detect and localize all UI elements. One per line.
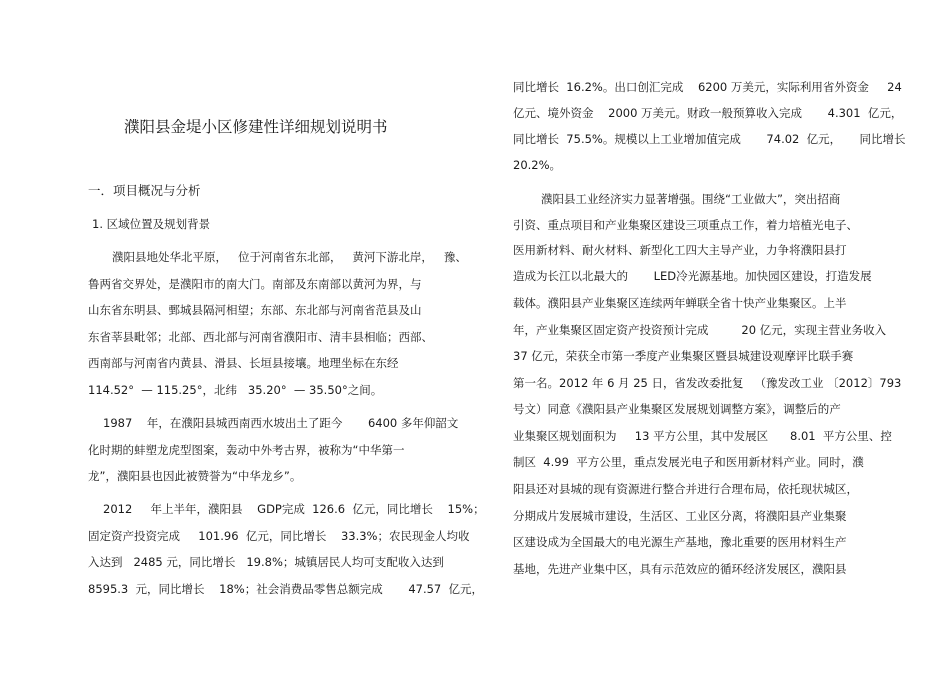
section-heading: 一．项目概况与分析 [88,183,201,198]
text-line: 化时期的蚌塑龙虎型图案，轰动中外考古界，被称为“中华第一 [88,443,405,457]
text-line: 制区 4.99 平方公里，重点发展光电子和医用新材料产业。同时，濮 [513,455,864,469]
text-line: 西南部与河南省内黄县、滑县、长垣县接壤。地理坐标在东经 [88,356,399,370]
text-line: 年，产业集聚区固定资产投资预计完成 20 亿元，实现主营业务收入 [513,323,887,337]
text-line: 基地，先进产业集中区，具有示范效应的循环经济发展区，濮阳县 [513,562,847,576]
text-line: 号文）同意《濮阳县产业集聚区发展规划调整方案》，调整后的产 [513,402,841,416]
text-line: 固定资产投资完成 101.96 亿元，同比增长 33.3%；农民现金人均收 [88,529,470,543]
text-line: 载体。濮阳县产业集聚区连续两年蝉联全省十快产业集聚区。上半 [513,296,847,310]
text-line: 阳县还对县城的现有资源进行整合并进行合理布局，依托现状城区， [513,482,858,496]
text-line: 龙”，濮阳县也因此被赞誉为“中华龙乡”。 [88,469,302,483]
text-line: 鲁两省交界处，是濮阳市的南大门。南部及东南部以黄河为界，与 [88,277,422,291]
text-line: 濮阳县工业经济实力显著增强。围绕“工业做大”，突出招商 [541,192,841,206]
text-line: 分期成片发展城市建设，生活区、工业区分离，将濮阳县产业集聚 [513,509,847,523]
text-line: 同比增长 75.5%。规模以上工业增加值完成 74.02 亿元， 同比增长 [513,132,906,146]
text-line: 医用新材料、耐火材料、新型化工四大主导产业，力争将濮阳县打 [513,243,847,257]
text-line: 东省莘县毗邻；北部、西北部与河南省濮阳市、清丰县相临；西部、 [88,330,433,344]
subsection-heading: 1. 区域位置及规划背景 [92,217,211,231]
text-line: 山东省东明县、鄄城县隔河相望；东部、东北部与河南省范县及山 [88,303,422,317]
text-line: 2012 年上半年，濮阳县 GDP完成 126.6 亿元，同比增长 15%； [103,502,485,516]
document-title: 濮阳县金堤小区修建性详细规划说明书 [124,118,388,136]
text-line: 造成为长江以北最大的 LED冷光源基地。加快园区建设，打造发展 [513,269,872,283]
text-line: 37 亿元，荣获全市第一季度产业集聚区暨县城建设观摩评比联手赛 [513,349,854,363]
text-line: 同比增长 16.2%。出口创汇完成 6200 万美元，实际利用省外资金 24 [513,80,902,94]
text-line: 濮阳县地处华北平原， 位于河南省东北部， 黄河下游北岸， 豫、 [112,250,467,264]
text-line: 20.2%。 [513,158,562,172]
text-line: 8595.3 元，同比增长 18%；社会消费品零售总额完成 47.57 亿元， [88,582,484,596]
text-line: 区建设成为全国最大的电光源生产基地，豫北重要的医用材料生产 [513,535,847,549]
text-line: 1987 年，在濮阳县城西南西水坡出土了距今 6400 多年仰韶文 [103,416,459,430]
text-line: 入达到 2485 元，同比增长 19.8%；城镇居民人均可支配收入达到 [88,555,444,569]
text-line: 引资、重点项目和产业集聚区建设三项重点工作，着力培植光电子、 [513,218,858,232]
text-line: 业集聚区规划面积为 13 平方公里，其中发展区 8.01 平方公里、控 [513,429,892,443]
text-line: 第一名。2012 年 6 月 25 日，省发改委批复 （豫发改工业 〔2012〕793 [513,376,902,390]
text-line: 亿元、境外资金 2000 万美元。财政一般预算收入完成 4.301 亿元， [513,106,903,120]
text-line: 114.52° — 115.25°，北纬 35.20° — 35.50°之间。 [88,383,383,397]
